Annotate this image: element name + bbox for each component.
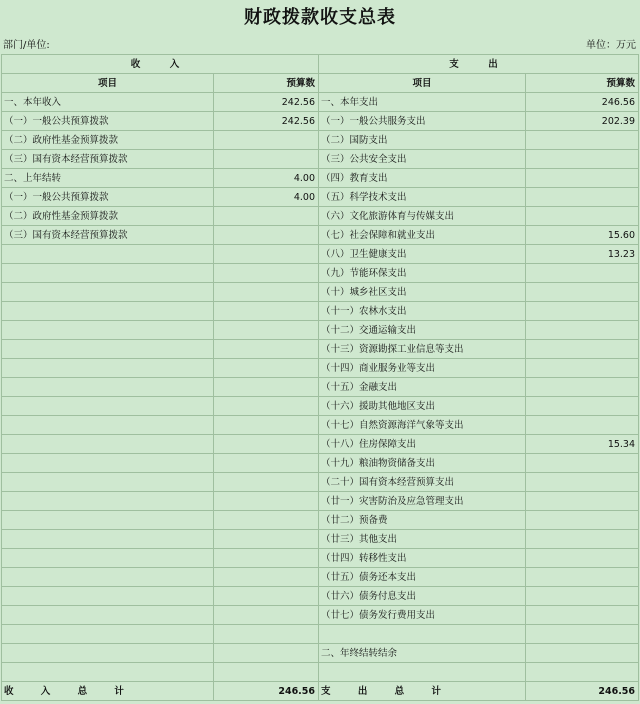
table-row	[2, 302, 639, 321]
income-value-cell	[214, 416, 319, 435]
table-row	[2, 454, 639, 473]
expense-value-cell	[526, 663, 639, 682]
column-header-row	[2, 74, 639, 93]
income-item-cell	[2, 264, 214, 283]
expense-value-cell	[526, 587, 639, 606]
expense-value-cell	[526, 169, 639, 188]
income-item-cell	[2, 283, 214, 302]
page-title: 财政拨款收支总表	[244, 7, 396, 28]
expense-value-cell	[526, 131, 639, 150]
table-row	[2, 150, 639, 169]
income-header: 收 入	[2, 55, 319, 74]
table-row	[2, 169, 639, 188]
expense-item-cell: （廿三）其他支出	[319, 530, 526, 549]
income-value-cell	[214, 302, 319, 321]
expense-value-cell	[526, 188, 639, 207]
expense-item-cell: （九）节能环保支出	[319, 264, 526, 283]
table-row	[2, 283, 639, 302]
income-value-cell	[214, 625, 319, 644]
expense-value-cell: 15.60	[526, 226, 639, 245]
income-value-cell	[214, 245, 319, 264]
expense-value-cell	[526, 283, 639, 302]
expense-value-cell	[526, 473, 639, 492]
expense-item-cell: （八）卫生健康支出	[319, 245, 526, 264]
table-row	[2, 644, 639, 663]
table-row	[2, 321, 639, 340]
expense-item-cell: （十一）农林水支出	[319, 302, 526, 321]
income-item-cell	[2, 473, 214, 492]
table-row	[2, 340, 639, 359]
expense-item-cell: （十）城乡社区支出	[319, 283, 526, 302]
table-row	[2, 264, 639, 283]
expense-item-cell: （五）科学技术支出	[319, 188, 526, 207]
income-value-cell	[214, 549, 319, 568]
income-value-cell	[214, 454, 319, 473]
expense-value-cell	[526, 492, 639, 511]
income-item-cell	[2, 587, 214, 606]
expense-item-cell	[319, 625, 526, 644]
expense-item-cell: （七）社会保障和就业支出	[319, 226, 526, 245]
income-item-cell: （一）一般公共预算拨款	[2, 188, 214, 207]
expense-value-cell	[526, 644, 639, 663]
income-value-cell	[214, 587, 319, 606]
income-item-cell: 二、上年结转	[2, 169, 214, 188]
expense-item-cell: （三）公共安全支出	[319, 150, 526, 169]
table-row	[2, 93, 639, 112]
expense-value-cell	[526, 378, 639, 397]
expense-item-cell: （六）文化旅游体育与传媒支出	[319, 207, 526, 226]
expense-total-value: 246.56	[526, 682, 639, 701]
expense-value-cell	[526, 302, 639, 321]
expense-item-cell: （十二）交通运输支出	[319, 321, 526, 340]
expense-item-cell: （十六）援助其他地区支出	[319, 397, 526, 416]
expense-header: 支 出	[319, 55, 639, 74]
income-value-cell	[214, 511, 319, 530]
income-item-cell: （二）政府性基金预算拨款	[2, 207, 214, 226]
income-item-cell	[2, 606, 214, 625]
table-row	[2, 416, 639, 435]
expense-value-cell: 13.23	[526, 245, 639, 264]
income-value-cell	[214, 340, 319, 359]
income-value-cell	[214, 264, 319, 283]
expense-item-cell: （十七）自然资源海洋气象等支出	[319, 416, 526, 435]
income-value-cell	[214, 397, 319, 416]
expense-value-cell	[526, 321, 639, 340]
section-header-row	[2, 55, 639, 74]
income-item-cell	[2, 321, 214, 340]
budget-table	[1, 54, 639, 701]
expense-value-cell	[526, 340, 639, 359]
expense-item-cell: （二）国防支出	[319, 131, 526, 150]
income-item-cell	[2, 397, 214, 416]
dept-label: 部门/单位:	[3, 40, 50, 51]
income-value-cell	[214, 568, 319, 587]
table-row	[2, 587, 639, 606]
expense-value-cell	[526, 511, 639, 530]
income-item-cell	[2, 663, 214, 682]
income-value-cell	[214, 283, 319, 302]
table-row	[2, 359, 639, 378]
expense-total-label: 支 出 总 计	[319, 682, 526, 701]
table-row	[2, 492, 639, 511]
income-item-cell	[2, 530, 214, 549]
table-row	[2, 473, 639, 492]
income-value-cell: 242.56	[214, 93, 319, 112]
expense-value-cell	[526, 416, 639, 435]
expense-value-cell	[526, 606, 639, 625]
income-item-cell	[2, 416, 214, 435]
expense-item-cell: 二、年终结转结余	[319, 644, 526, 663]
income-item-cell: （二）政府性基金预算拨款	[2, 131, 214, 150]
expense-value-cell	[526, 568, 639, 587]
expense-item-cell: （廿六）债务付息支出	[319, 587, 526, 606]
table-row	[2, 530, 639, 549]
table-row	[2, 663, 639, 682]
income-value-cell: 242.56	[214, 112, 319, 131]
income-value-cell	[214, 150, 319, 169]
table-row	[2, 568, 639, 587]
income-item-cell: 一、本年收入	[2, 93, 214, 112]
expense-value-cell	[526, 150, 639, 169]
expense-item-cell	[319, 663, 526, 682]
table-row	[2, 397, 639, 416]
income-item-cell	[2, 435, 214, 454]
income-value-cell	[214, 644, 319, 663]
expense-item-cell: （二十）国有资本经营预算支出	[319, 473, 526, 492]
income-item-cell: （三）国有资本经营预算拨款	[2, 226, 214, 245]
income-value-cell	[214, 359, 319, 378]
income-item-cell	[2, 302, 214, 321]
income-value-cell: 4.00	[214, 188, 319, 207]
table-row	[2, 112, 639, 131]
income-value-cell	[214, 131, 319, 150]
expense-item-cell: （十八）住房保障支出	[319, 435, 526, 454]
expense-value-cell: 246.56	[526, 93, 639, 112]
expense-item-cell: （十四）商业服务业等支出	[319, 359, 526, 378]
income-value-cell	[214, 606, 319, 625]
expense-value-cell	[526, 549, 639, 568]
income-value-cell	[214, 492, 319, 511]
income-value-cell	[214, 226, 319, 245]
expense-value-cell	[526, 397, 639, 416]
expense-item-cell: （十九）粮油物资储备支出	[319, 454, 526, 473]
table-row	[2, 226, 639, 245]
income-total-value: 246.56	[214, 682, 319, 701]
income-item-cell	[2, 340, 214, 359]
unit-label: 单位：万元	[586, 40, 636, 51]
expense-value-cell	[526, 530, 639, 549]
income-total-label: 收 入 总 计	[2, 682, 214, 701]
income-item-cell	[2, 511, 214, 530]
income-value-cell	[214, 321, 319, 340]
income-value-cell	[214, 435, 319, 454]
table-row	[2, 511, 639, 530]
income-value-cell	[214, 530, 319, 549]
income-value-cell	[214, 473, 319, 492]
expense-item-cell: （一）一般公共服务支出	[319, 112, 526, 131]
income-item-cell	[2, 245, 214, 264]
table-row	[2, 625, 639, 644]
income-item-cell: （三）国有资本经营预算拨款	[2, 150, 214, 169]
expense-value-cell	[526, 359, 639, 378]
expense-item-cell: （廿七）债务发行费用支出	[319, 606, 526, 625]
income-item-cell	[2, 378, 214, 397]
expense-item-cell: （廿二）预备费	[319, 511, 526, 530]
table-row	[2, 245, 639, 264]
table-row	[2, 131, 639, 150]
income-value-cell	[214, 378, 319, 397]
table-row	[2, 207, 639, 226]
table-row	[2, 435, 639, 454]
income-item-cell	[2, 359, 214, 378]
total-row	[2, 682, 639, 701]
income-item-cell	[2, 492, 214, 511]
expense-value-cell: 15.34	[526, 435, 639, 454]
income-item-cell	[2, 625, 214, 644]
expense-item-header: 项目	[319, 74, 526, 93]
expense-value-cell	[526, 207, 639, 226]
income-item-cell: （一）一般公共预算拨款	[2, 112, 214, 131]
expense-item-cell: （十五）金融支出	[319, 378, 526, 397]
expense-item-cell: （廿五）债务还本支出	[319, 568, 526, 587]
table-row	[2, 378, 639, 397]
income-value-cell: 4.00	[214, 169, 319, 188]
expense-value-cell: 202.39	[526, 112, 639, 131]
income-item-header: 项目	[2, 74, 214, 93]
expense-item-cell: （四）教育支出	[319, 169, 526, 188]
income-item-cell	[2, 549, 214, 568]
table-row	[2, 549, 639, 568]
income-item-cell	[2, 568, 214, 587]
income-value-cell	[214, 207, 319, 226]
expense-item-cell: （十三）资源勘探工业信息等支出	[319, 340, 526, 359]
income-value-cell	[214, 663, 319, 682]
income-item-cell	[2, 644, 214, 663]
expense-item-cell: 一、本年支出	[319, 93, 526, 112]
expense-item-cell: （廿四）转移性支出	[319, 549, 526, 568]
table-row	[2, 188, 639, 207]
expense-budget-header: 预算数	[526, 74, 639, 93]
table-row	[2, 606, 639, 625]
income-item-cell	[2, 454, 214, 473]
expense-value-cell	[526, 454, 639, 473]
expense-item-cell: （廿一）灾害防治及应急管理支出	[319, 492, 526, 511]
income-budget-header: 预算数	[214, 74, 319, 93]
expense-value-cell	[526, 264, 639, 283]
expense-value-cell	[526, 625, 639, 644]
